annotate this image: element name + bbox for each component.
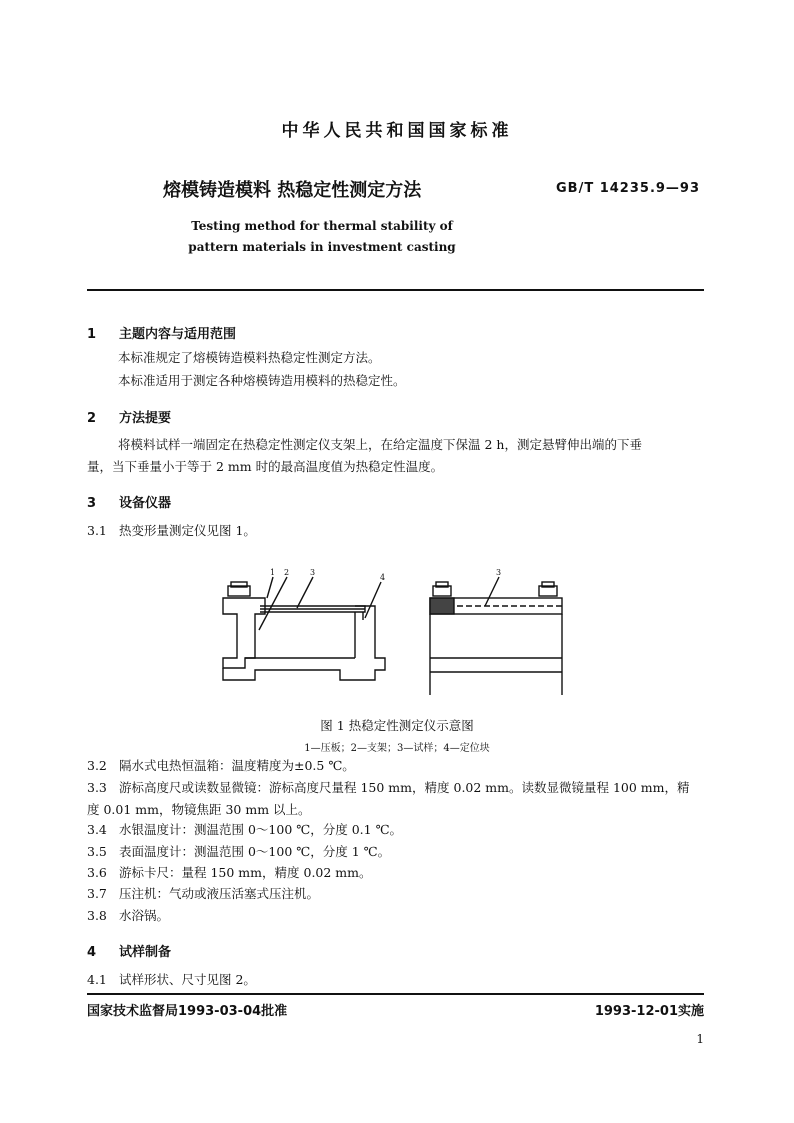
section-3-heading: 3 设备仪器 xyxy=(87,496,172,511)
list-item: 3.4 水银温度计：测温范围 0～100 ℃，分度 0.1 ℃。 xyxy=(87,822,403,837)
list-item-continuation: 度 0.01 mm，物镜焦距 30 mm 以上。 xyxy=(87,802,311,817)
section-title: 主题内容与适用范围 xyxy=(119,327,237,342)
figure-label-3: 3 xyxy=(310,568,316,577)
figure-1-diagram xyxy=(215,560,585,710)
paragraph: 将模料试样一端固定在热稳定性测定仪支架上，在给定温度下保温 2 h，测定悬臂伸出端的下垂 xyxy=(118,437,642,452)
footer-rule xyxy=(87,993,704,995)
list-item: 3.8 水浴锅。 xyxy=(87,908,170,923)
national-standard-heading: 中华人民共和国国家标准 xyxy=(281,121,513,141)
paragraph: 量，当下垂量小于等于 2 mm 时的最高温度值为热稳定性温度。 xyxy=(87,459,444,474)
section-title: 设备仪器 xyxy=(119,496,172,511)
list-item: 3.1 热变形量测定仪见图 1。 xyxy=(87,523,256,538)
english-title-line2: pattern materials in investment casting xyxy=(188,240,456,254)
section-title: 试样制备 xyxy=(119,945,172,960)
section-2-heading: 2 方法提要 xyxy=(87,411,172,426)
document-title: 熔模铸造模料 热稳定性测定方法 xyxy=(163,180,422,201)
support-right-leg xyxy=(223,606,385,680)
section-4-heading: 4 试样制备 xyxy=(87,945,172,960)
list-item: 4.1 试样形状、尺寸见图 2。 xyxy=(87,972,256,987)
english-title-line1: Testing method for thermal stability of xyxy=(191,219,453,233)
approval-date: 国家技术监督局1993-03-04批准 xyxy=(87,1004,288,1019)
figure-label-2: 2 xyxy=(284,568,290,577)
list-item: 3.6 游标卡尺：量程 150 mm，精度 0.02 mm。 xyxy=(87,865,372,880)
figure-legend: 1—压板；2—支架；3—试样；4—定位块 xyxy=(304,743,490,754)
section-title: 方法提要 xyxy=(119,411,172,426)
list-item: 3.5 表面温度计：测温范围 0～100 ℃，分度 1 ℃。 xyxy=(87,844,391,859)
list-item: 3.3 游标高度尺或读数显微镜：游标高度尺量程 150 mm，精度 0.02 mm。读数显微镜量程 100 mm，精 xyxy=(87,780,690,795)
section-1-heading: 1 主题内容与适用范围 xyxy=(87,327,237,342)
figure-caption: 图 1 热稳定性测定仪示意图 xyxy=(320,718,474,733)
figure-label-3-right: 3 xyxy=(496,568,502,577)
standard-code: GB/T 14235.9—93 xyxy=(556,181,701,196)
paragraph: 本标准适用于测定各种熔模铸造用模料的热稳定性。 xyxy=(118,373,406,388)
figure-label-4: 4 xyxy=(380,573,386,582)
figure-label-1: 1 xyxy=(270,568,276,577)
implementation-date: 1993-12-01实施 xyxy=(594,1004,704,1019)
list-item: 3.2 隔水式电热恒温箱：温度精度为±0.5 ℃。 xyxy=(87,758,355,773)
header-rule xyxy=(87,289,704,291)
page-number: 1 xyxy=(696,1032,704,1046)
paragraph: 本标准规定了熔模铸造模料热稳定性测定方法。 xyxy=(118,350,381,365)
list-item: 3.7 压注机：气动或液压活塞式压注机。 xyxy=(87,886,320,901)
